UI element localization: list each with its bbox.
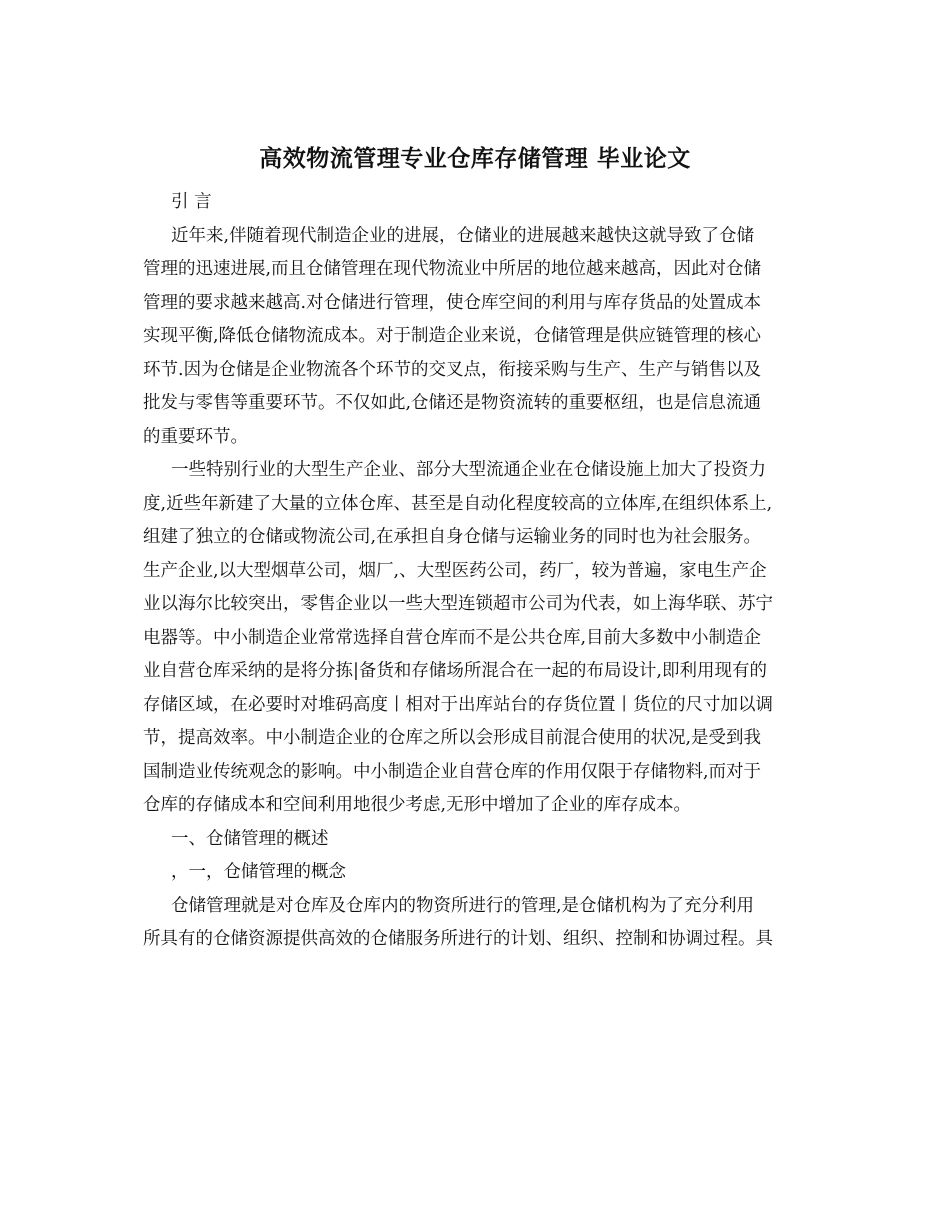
paragraph-line: 管理的迅速进展,而且仓储管理在现代物流业中所居的地位越来越高，因此对仓储 (143, 259, 762, 279)
paragraph-line: 的重要环节。 (143, 426, 248, 447)
subsection-heading-concept: ，一，仓储管理的概念 (171, 862, 346, 882)
paragraph-line: 存储区域，在必要时对堆码高度丨相对于出库站台的存货位置丨货位的尺寸加以调 (143, 694, 773, 715)
paragraph-line: 实现平衡,降低仓储物流成本。对于制造企业来说，仓储管理是供应链管理的核心 (143, 326, 762, 346)
paragraph-line: 近年来,伴随着现代制造企业的进展，仓储业的进展越来越快这就导致了仓储 (171, 225, 755, 246)
paragraph-line: 批发与零售等重要环节。不仅如此,仓储还是物资流转的重要枢纽，也是信息流通 (143, 393, 762, 413)
paragraph-line: 度,近些年新建了大量的立体仓库、甚至是自动化程度较高的立体库,在组织体系上, (143, 493, 773, 514)
paragraph-line: 组建了独立的仓储或物流公司,在承担自身仓储与运输业务的同时也为社会服务。 (143, 527, 762, 547)
paragraph-line: 电器等。中小制造企业常常选择自营仓库而不是公共仓库,目前大多数中小制造企 (143, 627, 762, 648)
paragraph-line: 业自营仓库采纳的是将分拣|备货和存储场所混合在一起的布局设计,即利用现有的 (143, 661, 767, 681)
paragraph-line: 业以海尔比较突出，零售企业以一些大型连锁超市公司为代表，如上海华联、苏宁 (143, 594, 773, 614)
document-body (143, 186, 815, 957)
paragraph-line: 仓库的存储成本和空间利用地很少考虑,无形中增加了企业的库存成本。 (143, 795, 692, 815)
section-heading-introduction: 引 言 (171, 192, 212, 212)
section-heading-overview: 一、仓储管理的概述 (171, 828, 329, 849)
paragraph-line: 节，提高效率。中小制造企业的仓库之所以会形成目前混合使用的状况,是受到我 (143, 728, 762, 748)
paragraph-line: 仓储管理就是对仓库及仓库内的物资所进行的管理,是仓储机构为了充分利用 (171, 895, 755, 916)
paragraph-line: 所具有的仓储资源提供高效的仓储服务所进行的计划、组织、控制和协调过程。具 (143, 929, 773, 949)
document-title: 高效物流管理专业仓库存储管理 毕业论文 (259, 145, 691, 172)
paragraph-line: 环节.因为仓储是企业物流各个环节的交叉点，衔接采购与生产、生产与销售以及 (143, 359, 762, 380)
paragraph-line: 国制造业传统观念的影响。中小制造企业自营仓库的作用仅限于存储物料,而对于 (143, 761, 762, 782)
paragraph-line: 生产企业,以大型烟草公司，烟厂,、大型医药公司，药厂，较为普遍，家电生产企 (143, 560, 767, 581)
paragraph-line: 管理的要求越来越高.对仓储进行管理，使仓库空间的利用与库存货品的处置成本 (143, 292, 762, 313)
paragraph-line: 一些特别行业的大型生产企业、部分大型流通企业在仓储设施上加大了投资力 (171, 460, 766, 480)
